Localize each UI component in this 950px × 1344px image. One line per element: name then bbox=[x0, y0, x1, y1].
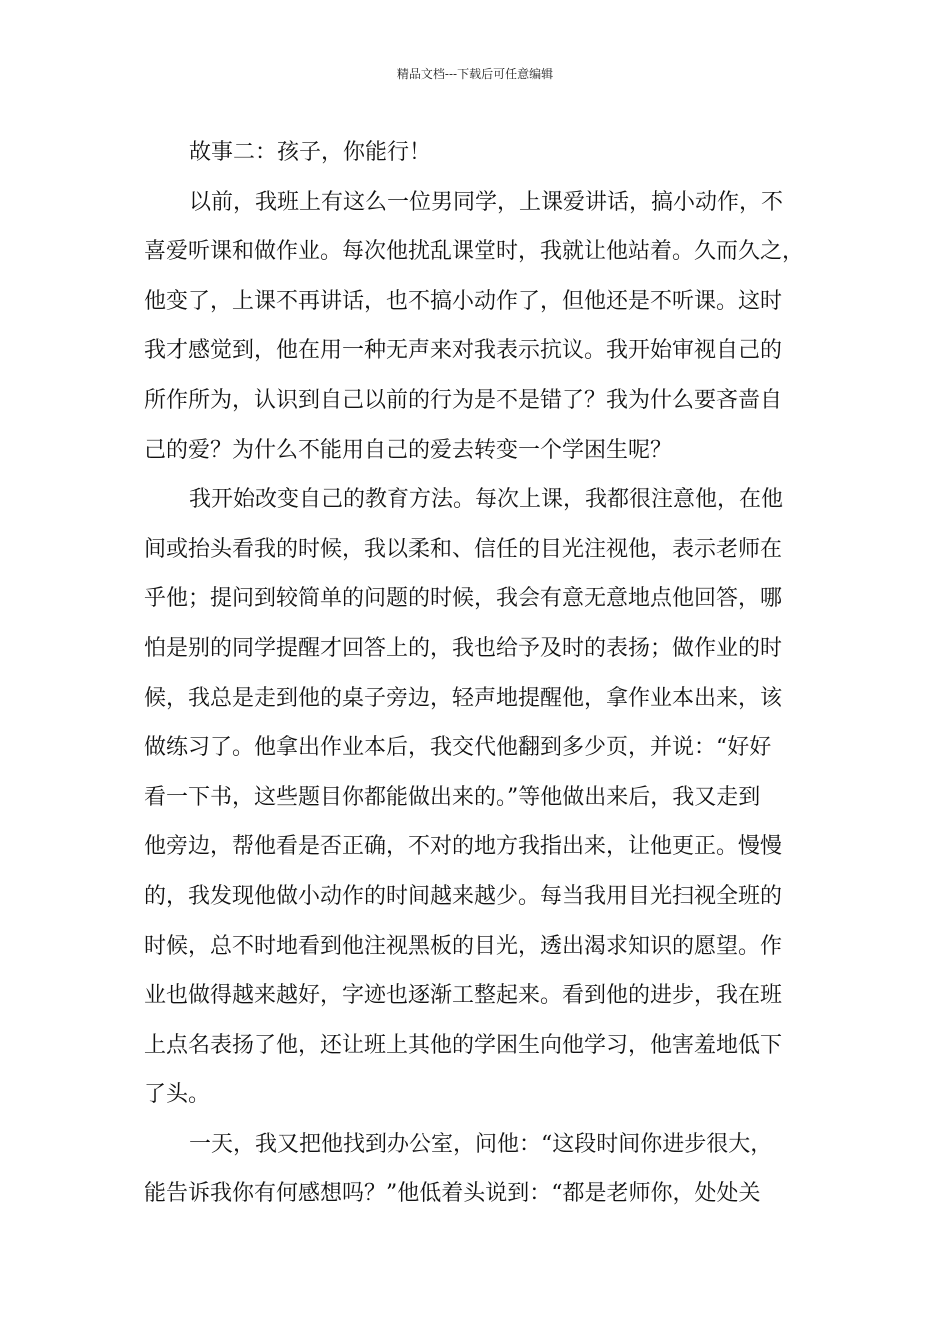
paragraph-line: 间或抬头看我的时候，我以柔和、信任的目光注视他，表示老师在 bbox=[144, 536, 783, 562]
paragraph-line: 的，我发现他做小动作的时间越来越少。每当我用目光扫视全班的 bbox=[144, 883, 783, 909]
paragraph-line: 喜爱听课和做作业。每次他扰乱课堂时，我就让他站着。久而久之， bbox=[144, 239, 805, 265]
paragraph-1 bbox=[144, 178, 824, 476]
paragraph-line: 他变了，上课不再讲话，也不搞小动作了，但他还是不听课。这时 bbox=[144, 288, 783, 314]
paragraph-2 bbox=[144, 475, 824, 1120]
paragraph-line: 一天，我又把他找到办公室，问他：“这段时间你进步很大， bbox=[189, 1131, 773, 1157]
paragraph-line: 乎他；提问到较简单的问题的时候，我会有意无意地点他回答，哪 bbox=[144, 586, 783, 612]
paragraph-line: 上点名表扬了他，还让班上其他的学困生向他学习，他害羞地低下 bbox=[144, 1032, 783, 1058]
paragraph-line: 以前，我班上有这么一位男同学，上课爱讲话，搞小动作，不 bbox=[189, 189, 784, 215]
paragraph-line: 我才感觉到，他在用一种无声来对我表示抗议。我开始审视自己的 bbox=[144, 338, 783, 364]
paragraph-line: 做练习了。他拿出作业本后，我交代他翻到多少页，并说：“好好 bbox=[144, 735, 772, 761]
paragraph-line: 看一下书，这些题目你都能做出来的。”等他做出来后，我又走到 bbox=[144, 784, 761, 810]
paragraph-line: 他旁边，帮他看是否正确，不对的地方我指出来，让他更正。慢慢 bbox=[144, 834, 783, 860]
page-header: 精品文档---下载后可任意编辑 bbox=[396, 67, 554, 81]
story-title: 故事二：孩子，你能行！ bbox=[189, 140, 432, 165]
paragraph-line: 己的爱？为什么不能用自己的爱去转变一个学困生呢？ bbox=[144, 437, 673, 463]
paragraph-line: 能告诉我你有何感想吗？”他低着头说到：“都是老师你，处处关 bbox=[144, 1181, 761, 1207]
paragraph-line: 所作所为，认识到自己以前的行为是不是错了？我为什么要吝啬自 bbox=[144, 387, 783, 413]
paragraph-3 bbox=[144, 1120, 824, 1219]
paragraph-line: 业也做得越来越好，字迹也逐渐工整起来。看到他的进步，我在班 bbox=[144, 983, 783, 1009]
paragraph-line: 了头。 bbox=[144, 1082, 211, 1108]
document-body bbox=[144, 128, 824, 1219]
paragraph-line: 怕是别的同学提醒才回答上的，我也给予及时的表扬；做作业的时 bbox=[144, 635, 783, 661]
paragraph-line: 候，我总是走到他的桌子旁边，轻声地提醒他，拿作业本出来，该 bbox=[144, 685, 783, 711]
paragraph-line: 我开始改变自己的教育方法。每次上课，我都很注意他，在他 bbox=[189, 487, 784, 513]
paragraph-line: 时候，总不时地看到他注视黑板的目光，透出渴求知识的愿望。作 bbox=[144, 933, 783, 959]
